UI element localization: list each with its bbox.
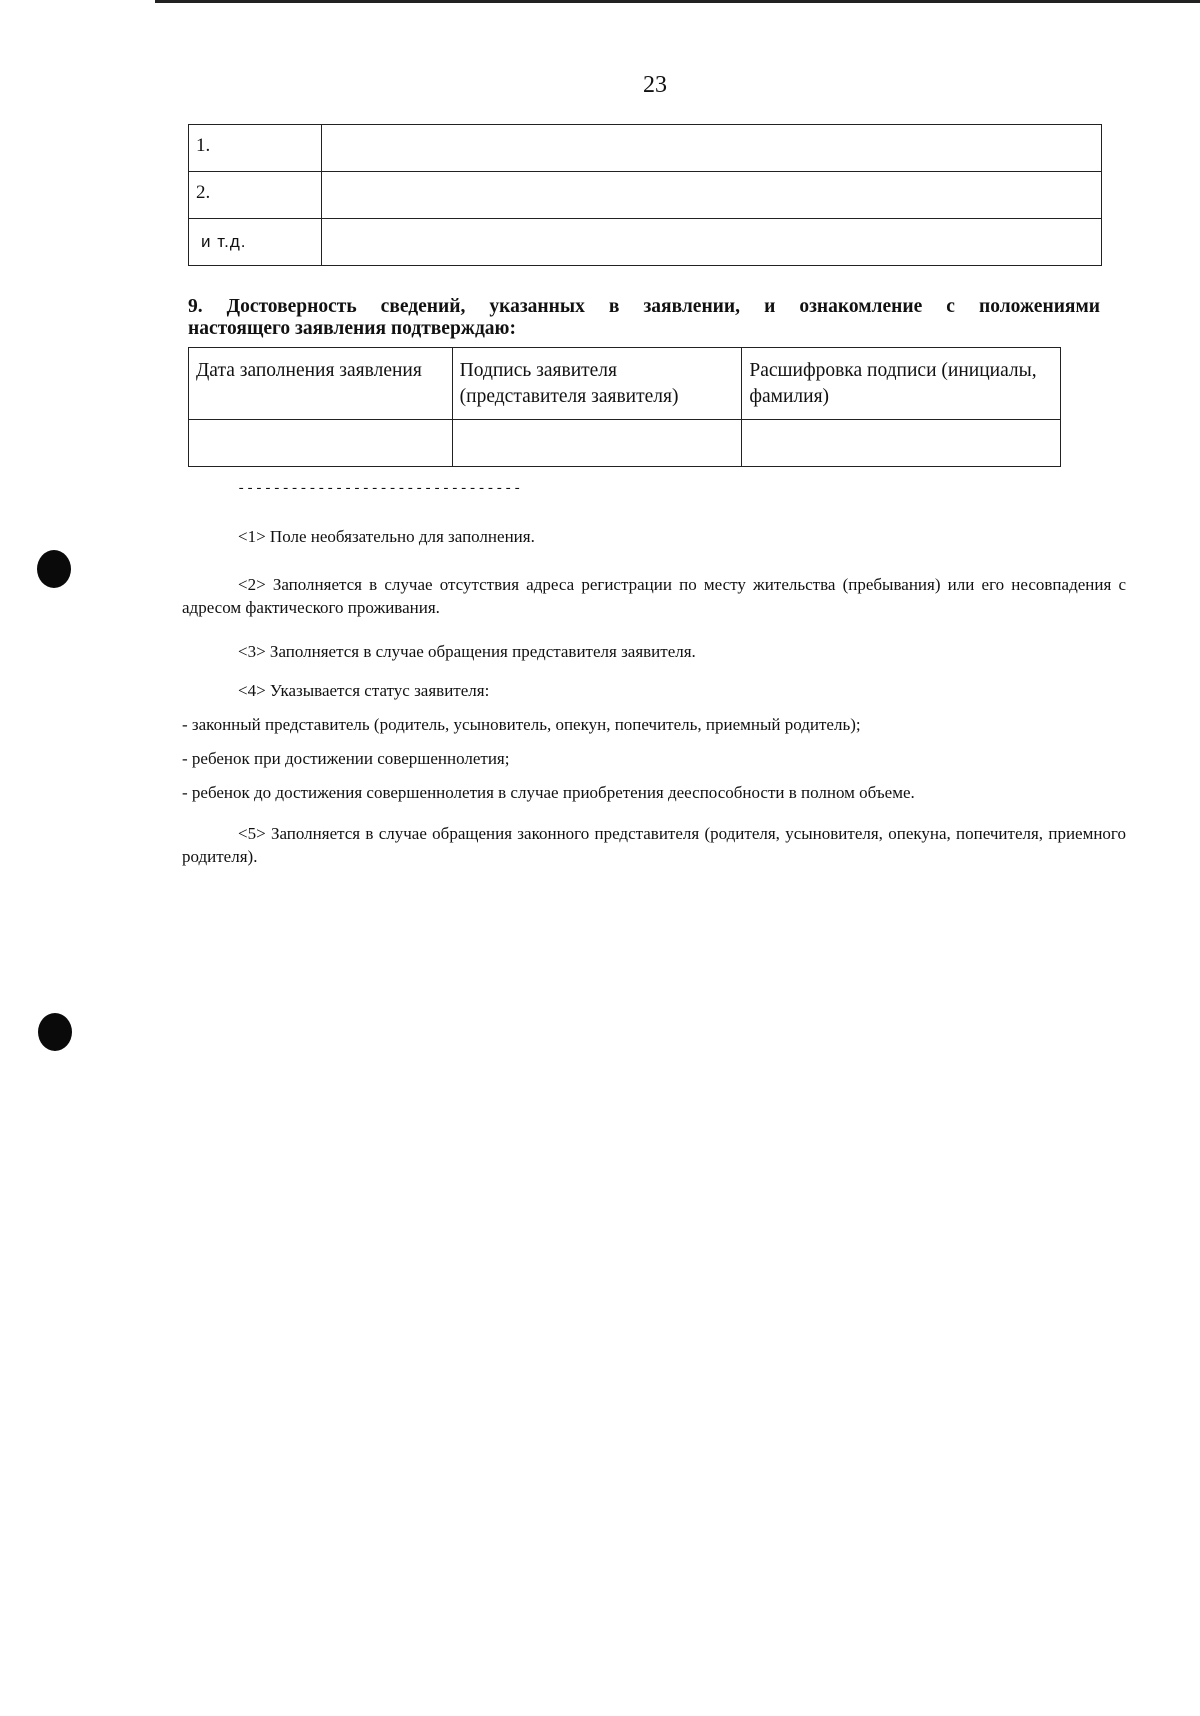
footnote-4: <4> Указывается статус заявителя:	[238, 681, 490, 700]
page-number: 23	[643, 72, 667, 98]
footnote-1: <1> Поле необязательно для заполнения.	[238, 527, 535, 546]
status-item: - ребенок при достижении совершеннолетия;	[182, 749, 510, 768]
section-9-heading	[188, 296, 1100, 340]
row-number: и т.д.	[189, 219, 322, 266]
section-9-heading-line1: 9. Достоверность сведений, указанных в заявлении, и ознакомление с положениями	[188, 296, 1100, 317]
row-number: 1.	[189, 125, 322, 172]
list-table	[188, 124, 1102, 266]
column-header-name: Расшифровка подписи (инициалы, фамилия)	[742, 348, 1061, 420]
table-row	[189, 420, 1061, 467]
scan-top-edge	[155, 0, 1200, 3]
row-value-field[interactable]	[322, 125, 1102, 172]
status-item: - ребенок до достижения совершеннолетия в случае приобретения дееспособности в полном объеме.	[182, 783, 915, 802]
status-item: - законный представитель (родитель, усыновитель, опекун, попечитель, приемный родитель);	[182, 715, 861, 734]
footnote-3: <3> Заполняется в случае обращения представителя заявителя.	[238, 642, 696, 661]
table-row	[189, 125, 1102, 172]
table-row	[189, 219, 1102, 266]
footnote-separator: --------------------------------	[237, 481, 522, 497]
date-field[interactable]	[189, 420, 453, 467]
row-value-field[interactable]	[322, 219, 1102, 266]
punch-hole-mark	[38, 1013, 72, 1051]
row-value-field[interactable]	[322, 172, 1102, 219]
footnote-5: <5> Заполняется в случае обращения законного представителя (родителя, усыновителя, опекуна, попечителя, приемного родителя).	[182, 824, 1126, 866]
signature-table	[188, 347, 1061, 467]
punch-hole-mark	[37, 550, 71, 588]
table-header-row	[189, 348, 1061, 420]
footnote-2: <2> Заполняется в случае отсутствия адреса регистрации по месту жительства (пребывания) или его несовпадения с адресом фактического проживания.	[182, 575, 1126, 617]
signature-field[interactable]	[452, 420, 742, 467]
table-row	[189, 172, 1102, 219]
row-number: 2.	[189, 172, 322, 219]
name-field[interactable]	[742, 420, 1061, 467]
column-header-signature: Подпись заявителя (представителя заявителя)	[452, 348, 742, 420]
column-header-date: Дата заполнения заявления	[189, 348, 453, 420]
section-9-heading-line2: настоящего заявления подтверждаю:	[188, 318, 516, 339]
